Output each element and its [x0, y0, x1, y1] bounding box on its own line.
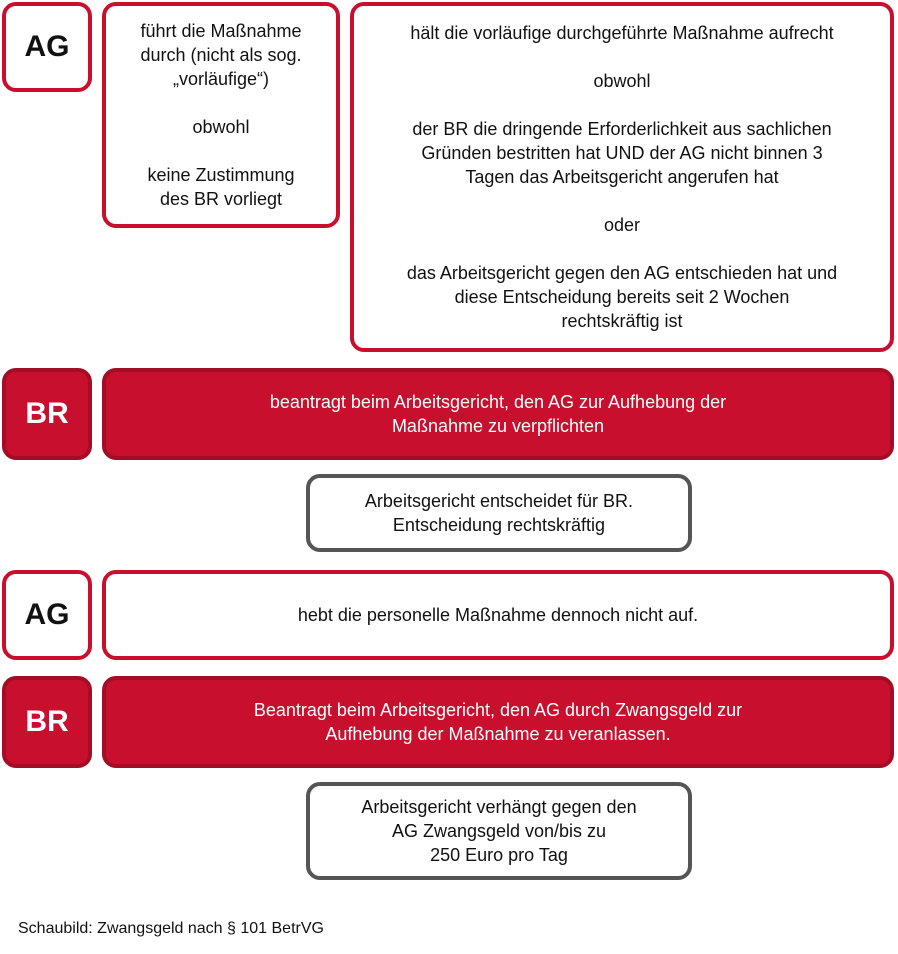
actor-label: BR [25, 397, 69, 430]
action-text: Beantragt beim Arbeitsgericht, den AG durch Zwangsgeld zur Aufhebung der Maßnahme zu veranlassen. [253, 700, 743, 744]
action-box-ag-refuses [102, 570, 894, 660]
figure-caption: Schaubild: Zwangsgeld nach § 101 BetrVG [18, 920, 324, 937]
actor-label: AG [24, 30, 70, 63]
condition-box-no-consent [102, 2, 340, 228]
decision-text: Arbeitsgericht entscheidet für BR. Entscheidung rechtskräftig [364, 491, 634, 535]
court-decision-box-1 [306, 474, 692, 552]
action-text: beantragt beim Arbeitsgericht, den AG zur Aufhebung der Maßnahme zu verpflichten [269, 392, 727, 436]
actor-br-box-1 [2, 368, 92, 460]
actor-ag-box-2 [2, 570, 92, 660]
action-text: hebt die personelle Maßnahme dennoch nicht auf. [297, 605, 699, 625]
actor-label: AG [24, 598, 70, 631]
decision-text: Arbeitsgericht verhängt gegen den AG Zwangsgeld von/bis zu 250 Euro pro Tag [361, 797, 637, 865]
action-box-br-request [102, 368, 894, 460]
actor-ag-box-1 [2, 2, 92, 92]
condition-text: führt die Maßnahme durch (nicht als sog. „vorläufige“) obwohl keine Zustimmung des BR vorliegt [140, 21, 302, 209]
court-decision-box-2 [306, 782, 692, 880]
actor-br-box-2 [2, 676, 92, 768]
action-box-br-penalty-request [102, 676, 894, 768]
condition-box-provisional [350, 2, 894, 352]
condition-text: hält die vorläufige durchgeführte Maßnahme aufrecht obwohl der BR die dringende Erforderlichkeit aus sachlichen Gründen bestritten hat UND der AG nicht binnen 3 Tagen das Arbeitsgericht angerufen hat oder das Arbeitsgericht gegen den AG entschieden hat und diese Entscheidung bereits seit 2 Wochen rechtskräftig ist [406, 23, 838, 331]
actor-label: BR [25, 705, 69, 738]
